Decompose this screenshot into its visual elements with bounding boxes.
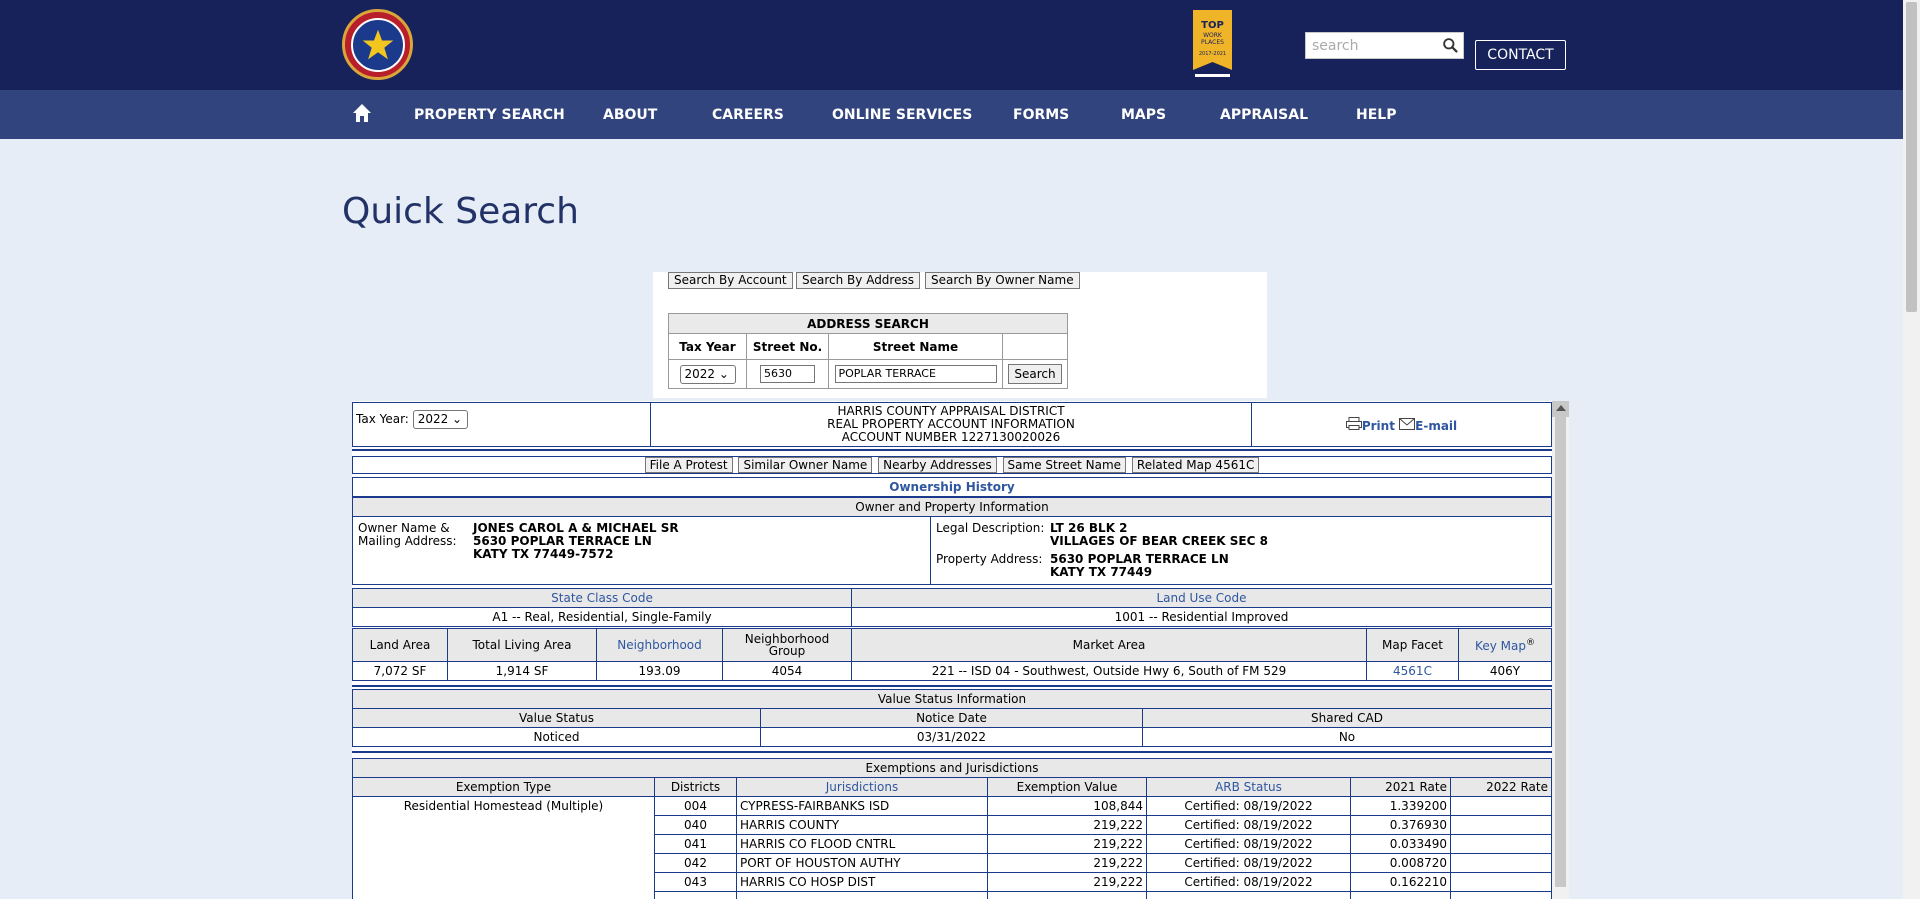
nav-appraisal[interactable]: APPRAISAL [1220, 107, 1309, 123]
star-seal-icon [351, 18, 405, 72]
nav-help[interactable]: HELP [1356, 107, 1397, 123]
report-scroll-thumb[interactable] [1555, 417, 1566, 887]
report-account-number: ACCOUNT NUMBER 1227130020026 [841, 430, 1061, 444]
map-facet-header: Map Facet [1367, 629, 1459, 662]
rate-2022 [1451, 797, 1552, 816]
report-scrollbar[interactable] [1552, 401, 1569, 899]
tax-year-select[interactable]: 2022 ⌄ [680, 365, 736, 384]
mailing-label: Mailing Address: [358, 534, 457, 548]
legal-label: Legal Description: [936, 521, 1045, 535]
rate-2021: 1.339200 [1351, 797, 1451, 816]
state-class-value: A1 -- Real, Residential, Single-Family [353, 608, 852, 627]
search-by-account-button[interactable]: Search By Account [668, 272, 793, 289]
nav-careers[interactable]: CAREERS [712, 107, 784, 123]
arb-status-link[interactable]: Certified: 08/19/2022 [1147, 854, 1351, 873]
hcad-logo[interactable] [342, 9, 413, 80]
street-name-header: Street Name [829, 334, 1003, 360]
legal-line-1: LT 26 BLK 2 [1050, 521, 1128, 535]
land-area-header: Land Area [353, 629, 448, 662]
svg-text:WORK: WORK [1203, 32, 1222, 39]
owner-label: Owner Name & [358, 521, 450, 535]
svg-text:PLACES: PLACES [1201, 39, 1224, 46]
envelope-icon [1399, 418, 1415, 430]
arb-status-link[interactable]: Certified: 08/19/2022 [1147, 816, 1351, 835]
jurisdiction-link[interactable]: CYPRESS-FAIRBANKS ISD [737, 797, 988, 816]
svg-text:TOP: TOP [1201, 20, 1224, 31]
rate-2021: 0.376930 [1351, 816, 1451, 835]
neighborhood-group-value: 4054 [723, 662, 852, 681]
page-scrollbar[interactable] [1903, 0, 1920, 899]
jurisdiction-row [353, 797, 1552, 816]
nav-online-services[interactable]: ONLINE SERVICES [832, 107, 973, 123]
exemption-value: 219,222 [988, 816, 1147, 835]
nav-maps[interactable]: MAPS [1121, 107, 1167, 123]
district-code: 042 [655, 854, 737, 873]
svg-text:2017-2021: 2017-2021 [1198, 51, 1227, 57]
report-tax-year-label: Tax Year: [356, 412, 409, 426]
search-by-address-button[interactable]: Search By Address [796, 272, 920, 289]
rate-2022 [1451, 873, 1552, 892]
owner-city: KATY TX 77449-7572 [473, 547, 614, 561]
email-link[interactable]: E-mail [1399, 419, 1457, 433]
arb-status-link[interactable]: Certified: 08/19/2022 [1147, 873, 1351, 892]
owner-section-title: Owner and Property Information [353, 498, 1552, 517]
owner-name: JONES CAROL A & MICHAEL SR [473, 521, 679, 535]
land-use-value: 1001 -- Residential Improved [852, 608, 1552, 627]
owner-street: 5630 POPLAR TERRACE LN [473, 534, 652, 548]
related-map-button[interactable]: Related Map 4561C [1132, 457, 1259, 473]
neighborhood-header[interactable]: Neighborhood [597, 629, 723, 662]
address-search-title: ADDRESS SEARCH [669, 314, 1068, 334]
exemption-value-header: Exemption Value [988, 778, 1147, 797]
nearby-addresses-button[interactable]: Nearby Addresses [878, 457, 997, 473]
nav-property-search[interactable]: PROPERTY SEARCH [414, 107, 565, 123]
scroll-up-arrow-icon[interactable] [1556, 405, 1566, 411]
nav-about[interactable]: ABOUT [603, 107, 658, 123]
state-class-header[interactable]: State Class Code [353, 589, 852, 608]
main-nav [0, 90, 1920, 139]
owner-property-table [352, 497, 1552, 585]
shared-cad-value: No [1143, 728, 1552, 747]
property-address-label: Property Address: [936, 552, 1043, 566]
market-area-header: Market Area [852, 629, 1367, 662]
same-street-button[interactable]: Same Street Name [1003, 457, 1127, 473]
search-icon[interactable] [1442, 37, 1459, 54]
street-no-input[interactable]: 5630 [760, 365, 815, 383]
print-link[interactable]: Print [1346, 419, 1399, 433]
account-report-frame [352, 401, 1569, 899]
report-tax-year-select[interactable]: 2022 ⌄ [413, 410, 468, 429]
exemptions-table [352, 758, 1552, 899]
value-status-table [352, 689, 1552, 747]
rate-2021-header: 2021 Rate [1351, 778, 1451, 797]
search-by-owner-button[interactable]: Search By Owner Name [925, 272, 1080, 289]
ownership-history-link[interactable]: Ownership History [353, 478, 1552, 497]
page-title: Quick Search [342, 191, 579, 232]
file-protest-button[interactable]: File A Protest [645, 457, 733, 473]
site-header [0, 0, 1920, 90]
rate-2021: 0.162210 [1351, 873, 1451, 892]
contact-button[interactable]: CONTACT [1475, 40, 1566, 70]
rate-2022 [1451, 835, 1552, 854]
report-subtitle: REAL PROPERTY ACCOUNT INFORMATION [827, 417, 1075, 431]
arb-status-link[interactable]: Certified: 08/19/2022 [1147, 797, 1351, 816]
nav-forms[interactable]: FORMS [1013, 107, 1070, 123]
legal-line-2: VILLAGES OF BEAR CREEK SEC 8 [1050, 534, 1268, 548]
area-table [352, 628, 1552, 681]
land-use-header[interactable]: Land Use Code [852, 589, 1552, 608]
page-scroll-thumb[interactable] [1906, 2, 1917, 312]
jurisdiction-link[interactable]: HARRIS CO HOSP DIST [737, 873, 988, 892]
key-map-value: 406Y [1459, 662, 1552, 681]
rate-2022 [1451, 854, 1552, 873]
rate-2022-header: 2022 Rate [1451, 778, 1552, 797]
districts-header: Districts [655, 778, 737, 797]
home-icon[interactable] [352, 103, 372, 123]
blank-header [1003, 334, 1068, 360]
rate-2022 [1451, 816, 1552, 835]
report-district: HARRIS COUNTY APPRAISAL DISTRICT [837, 404, 1065, 418]
street-name-input[interactable]: POPLAR TERRACE [835, 365, 997, 383]
land-area-value: 7,072 SF [353, 662, 448, 681]
exemptions-section-title: Exemptions and Jurisdictions [353, 759, 1552, 778]
living-area-value: 1,914 SF [448, 662, 597, 681]
similar-owner-button[interactable]: Similar Owner Name [738, 457, 872, 473]
market-area-value: 221 -- ISD 04 - Southwest, Outside Hwy 6, South of FM 529 [852, 662, 1367, 681]
exemption-type-header: Exemption Type [353, 778, 655, 797]
class-codes-table [352, 588, 1552, 627]
exemption-value: 219,222 [988, 854, 1147, 873]
jurisdiction-link[interactable]: HARRIS COUNTY [737, 816, 988, 835]
tax-year-header: Tax Year [669, 334, 747, 360]
neighborhood-group-header: Neighborhood Group [723, 629, 852, 662]
neighborhood-value: 193.09 [597, 662, 723, 681]
rate-2021: 0.033490 [1351, 835, 1451, 854]
living-area-header: Total Living Area [448, 629, 597, 662]
arb-status-link[interactable]: Certified: 08/19/2022 [1147, 835, 1351, 854]
district-code: 041 [655, 835, 737, 854]
property-address-line-1: 5630 POPLAR TERRACE LN [1050, 552, 1229, 566]
shared-cad-header: Shared CAD [1143, 709, 1552, 728]
property-address-line-2: KATY TX 77449 [1050, 565, 1153, 579]
action-buttons-row [352, 456, 1552, 474]
site-search [1305, 32, 1464, 59]
top-workplaces-badge [1193, 10, 1232, 80]
district-code: 043 [655, 873, 737, 892]
rate-2021: 0.008720 [1351, 854, 1451, 873]
jurisdiction-link[interactable]: HARRIS CO FLOOD CNTRL [737, 835, 988, 854]
district-code: 004 [655, 797, 737, 816]
exemption-value: 219,222 [988, 835, 1147, 854]
key-map-header[interactable]: Key Map® [1459, 629, 1552, 662]
value-status-header: Value Status [353, 709, 761, 728]
address-search-form [668, 313, 1068, 389]
street-no-header: Street No. [747, 334, 829, 360]
printer-icon [1346, 417, 1362, 430]
value-status-section-title: Value Status Information [353, 690, 1552, 709]
exemption-value: 219,222 [988, 873, 1147, 892]
jurisdiction-link[interactable]: PORT OF HOUSTON AUTHY [737, 854, 988, 873]
map-facet-link[interactable]: 4561C [1367, 662, 1459, 681]
jurisdictions-header[interactable]: Jurisdictions [737, 778, 988, 797]
address-search-button[interactable]: Search [1008, 364, 1061, 384]
exemption-value: 108,844 [988, 797, 1147, 816]
ownership-history-row [352, 477, 1552, 497]
exemption-type-value: Residential Homestead (Multiple) [353, 797, 655, 899]
notice-date-header: Notice Date [761, 709, 1143, 728]
search-panel [653, 272, 1267, 398]
report-header [352, 402, 1552, 447]
arb-status-header[interactable]: ARB Status [1147, 778, 1351, 797]
notice-date-value: 03/31/2022 [761, 728, 1143, 747]
district-code: 040 [655, 816, 737, 835]
site-search-input[interactable] [1306, 33, 1436, 58]
value-status-value: Noticed [353, 728, 761, 747]
